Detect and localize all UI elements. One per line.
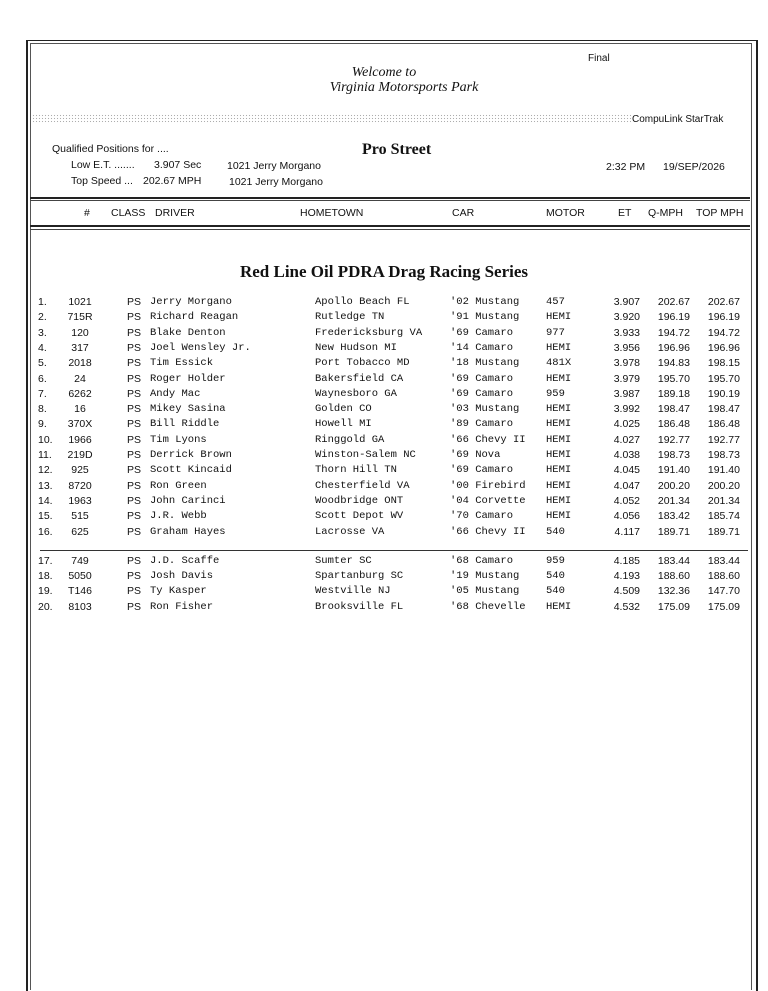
cell-car: '14 Camaro	[450, 341, 514, 354]
cell-et: 3.933	[613, 326, 640, 339]
cell-hometown: Golden CO	[315, 403, 372, 416]
cell-car: '18 Mustang	[450, 357, 520, 370]
cell-topmph: 175.09	[707, 600, 740, 613]
low-et-holder: 1021 Jerry Morgano	[227, 160, 321, 172]
cell-et: 4.532	[613, 600, 640, 613]
cell-motor: 959	[546, 387, 565, 400]
table-row	[0, 357, 768, 372]
cell-qmph: 200.20	[657, 479, 690, 492]
cell-topmph: 194.72	[707, 326, 740, 339]
cell-class: PS	[127, 510, 142, 523]
cell-hometown: Howell MI	[315, 418, 372, 431]
cell-hometown: Thorn Hill TN	[315, 464, 397, 477]
header-rule-bottom	[30, 225, 750, 227]
cell-hometown: Westville NJ	[315, 585, 391, 598]
low-et-label: Low E.T. .......	[71, 159, 135, 171]
cell-driver: Tim Essick	[150, 357, 214, 370]
cell-motor: HEMI	[546, 449, 572, 461]
cell-topmph: 186.48	[707, 418, 740, 431]
cell-class: PS	[127, 554, 142, 567]
cell-hometown: Rutledge TN	[315, 311, 385, 324]
cell-car: '69 Camaro	[450, 372, 514, 385]
table-row	[0, 495, 768, 510]
col-driver: DRIVER	[155, 207, 195, 219]
cell-topmph: 198.73	[707, 449, 740, 461]
cell-hometown: New Hudson MI	[315, 341, 397, 354]
cell-car-number: 317	[71, 341, 89, 354]
col-car: CAR	[452, 207, 475, 219]
col-topmph: TOP MPH	[696, 207, 744, 219]
cell-car-number: 2018	[68, 357, 92, 370]
cell-qmph: 183.42	[657, 510, 690, 523]
cell-motor: HEMI	[546, 510, 572, 523]
cell-class: PS	[127, 433, 142, 446]
cell-hometown: Woodbridge ONT	[315, 494, 404, 507]
cell-et: 4.027	[613, 433, 640, 446]
cell-car: '05 Mustang	[450, 585, 520, 598]
cell-driver: Ron Fisher	[150, 600, 214, 613]
cell-motor: HEMI	[546, 433, 572, 446]
cell-car-number: 8103	[68, 600, 92, 613]
cell-qmph: 201.34	[657, 494, 690, 507]
cell-car: '66 Chevy II	[450, 433, 526, 446]
cell-car: '19 Mustang	[450, 570, 520, 583]
cell-qmph: 196.19	[657, 311, 690, 324]
table-row	[0, 601, 768, 616]
cell-car: '66 Chevy II	[450, 525, 526, 538]
table-row	[0, 570, 768, 585]
cell-driver: J.R. Webb	[150, 510, 207, 523]
table-row	[0, 403, 768, 418]
cell-driver: Jerry Morgano	[150, 296, 232, 308]
cell-class: PS	[127, 570, 142, 583]
group-divider	[40, 550, 748, 551]
qualified-label: Qualified Positions for ....	[52, 143, 169, 155]
cell-position: 15.	[38, 510, 53, 523]
cell-position: 18.	[38, 570, 53, 583]
cell-car: '68 Chevelle	[450, 600, 526, 613]
welcome-line-2: Virginia Motorsports Park	[329, 80, 479, 95]
cell-topmph: 185.74	[707, 510, 740, 523]
cell-car-number: 219D	[67, 449, 93, 461]
cell-driver: Richard Reagan	[150, 311, 239, 324]
cell-class: PS	[127, 387, 142, 400]
cell-driver: Graham Hayes	[150, 525, 226, 538]
cell-qmph: 191.40	[657, 464, 690, 477]
cell-driver: Blake Denton	[150, 326, 226, 339]
cell-class: PS	[127, 418, 142, 431]
cell-car-number: 24	[74, 372, 86, 385]
class-title: Pro Street	[362, 141, 432, 158]
cell-et: 3.920	[613, 311, 640, 324]
table-row	[0, 296, 768, 311]
cell-hometown: Lacrosse VA	[315, 525, 385, 538]
cell-qmph: 186.48	[657, 418, 690, 431]
cell-et: 4.052	[613, 494, 640, 507]
cell-motor: 481X	[546, 357, 572, 370]
col-hometown: HOMETOWN	[300, 207, 364, 219]
cell-car-number: 120	[71, 326, 89, 339]
table-row	[0, 388, 768, 403]
top-speed-holder: 1021 Jerry Morgano	[229, 176, 323, 188]
cell-driver: Tim Lyons	[150, 433, 207, 446]
cell-driver: Bill Riddle	[150, 418, 220, 431]
cell-hometown: Brooksville FL	[315, 600, 404, 613]
col-et: ET	[618, 207, 632, 219]
dotted-band	[32, 114, 632, 123]
cell-car: '02 Mustang	[450, 296, 520, 308]
cell-car-number: 370X	[67, 418, 93, 431]
cell-class: PS	[127, 600, 142, 613]
cell-class: PS	[127, 403, 142, 416]
cell-car-number: 715R	[67, 311, 93, 324]
cell-qmph: 189.71	[657, 525, 690, 538]
table-row	[0, 510, 768, 525]
col-qmph: Q-MPH	[648, 207, 683, 219]
cell-et: 3.956	[613, 341, 640, 354]
cell-hometown: Winston-Salem NC	[315, 449, 416, 461]
cell-driver: J.D. Scaffe	[150, 554, 220, 567]
report-time: 2:32 PM	[606, 161, 646, 173]
cell-topmph: 201.34	[707, 494, 740, 507]
cell-topmph: 192.77	[707, 433, 740, 446]
cell-position: 3.	[38, 326, 47, 339]
cell-motor: HEMI	[546, 418, 572, 431]
cell-topmph: 198.47	[707, 403, 740, 416]
cell-position: 20.	[38, 600, 53, 613]
cell-class: PS	[127, 296, 142, 308]
cell-topmph: 202.67	[707, 296, 740, 308]
cell-position: 16.	[38, 525, 53, 538]
cell-et: 3.978	[613, 357, 640, 370]
cell-position: 8.	[38, 403, 47, 416]
cell-topmph: 200.20	[707, 479, 740, 492]
header-rule-top-2	[30, 200, 750, 201]
cell-qmph: 175.09	[657, 600, 690, 613]
cell-car: '69 Camaro	[450, 387, 514, 400]
cell-position: 19.	[38, 585, 53, 598]
cell-qmph: 192.77	[657, 433, 690, 446]
cell-qmph: 183.44	[657, 554, 690, 567]
cell-driver: Joel Wensley Jr.	[150, 341, 251, 354]
cell-hometown: Waynesboro GA	[315, 387, 397, 400]
cell-hometown: Bakersfield CA	[315, 372, 404, 385]
cell-class: PS	[127, 494, 142, 507]
cell-qmph: 198.73	[657, 449, 690, 461]
cell-motor: 540	[546, 525, 565, 538]
cell-car: '03 Mustang	[450, 403, 520, 416]
cell-topmph: 196.19	[707, 311, 740, 324]
table-row	[0, 526, 768, 541]
cell-class: PS	[127, 326, 142, 339]
cell-driver: Ty Kasper	[150, 585, 207, 598]
cell-car: '69 Nova	[450, 449, 501, 461]
cell-motor: HEMI	[546, 494, 572, 507]
cell-hometown: Fredericksburg VA	[315, 326, 423, 339]
cell-car: '91 Mustang	[450, 311, 520, 324]
report-date: 19/SEP/2026	[663, 161, 725, 173]
cell-topmph: 195.70	[707, 372, 740, 385]
col-num: #	[84, 207, 90, 219]
cell-class: PS	[127, 372, 142, 385]
cell-driver: John Carinci	[150, 494, 226, 507]
cell-position: 11.	[38, 449, 52, 461]
cell-et: 4.047	[613, 479, 640, 492]
col-class: CLASS	[111, 207, 146, 219]
cell-topmph: 188.60	[707, 570, 740, 583]
cell-driver: Mikey Sasina	[150, 403, 226, 416]
cell-car-number: 749	[71, 554, 89, 567]
cell-position: 9.	[38, 418, 47, 431]
cell-topmph: 196.96	[707, 341, 740, 354]
cell-car-number: 1963	[68, 494, 92, 507]
cell-et: 4.038	[613, 449, 640, 461]
cell-car-number: 8720	[68, 479, 92, 492]
table-row	[0, 449, 768, 464]
table-row	[0, 373, 768, 388]
cell-et: 4.117	[614, 525, 640, 538]
cell-hometown: Sumter SC	[315, 554, 372, 567]
welcome-line-1: Welcome to	[351, 65, 417, 80]
cell-car-number: 1021	[68, 296, 92, 308]
cell-class: PS	[127, 464, 142, 477]
series-title: Red Line Oil PDRA Drag Racing Series	[239, 262, 529, 281]
cell-car-number: 5050	[68, 570, 92, 583]
cell-class: PS	[127, 341, 142, 354]
table-row	[0, 434, 768, 449]
cell-car: '70 Camaro	[450, 510, 514, 523]
cell-motor: 457	[546, 296, 565, 308]
cell-driver: Roger Holder	[150, 372, 226, 385]
cell-qmph: 198.47	[657, 403, 690, 416]
cell-class: PS	[127, 479, 142, 492]
cell-car: '00 Firebird	[450, 479, 526, 492]
cell-et: 4.045	[613, 464, 640, 477]
cell-class: PS	[127, 357, 142, 370]
cell-qmph: 189.18	[657, 387, 690, 400]
cell-qmph: 202.67	[657, 296, 690, 308]
header-rule-top	[30, 197, 750, 199]
table-row	[0, 327, 768, 342]
header-rule-bottom-2	[30, 229, 750, 230]
top-speed-value: 202.67 MPH	[143, 175, 202, 187]
top-speed-label: Top Speed ...	[71, 175, 133, 187]
cell-qmph: 195.70	[657, 372, 690, 385]
cell-qmph: 194.83	[657, 357, 690, 370]
cell-driver: Scott Kincaid	[150, 464, 232, 477]
cell-position: 14.	[38, 494, 53, 507]
cell-motor: HEMI	[546, 600, 572, 613]
cell-hometown: Port Tobacco MD	[315, 357, 410, 370]
cell-motor: HEMI	[546, 341, 572, 354]
cell-topmph: 147.70	[707, 585, 740, 598]
cell-position: 17.	[38, 554, 53, 567]
cell-car: '04 Corvette	[450, 494, 526, 507]
cell-driver: Andy Mac	[150, 387, 201, 400]
cell-et: 3.979	[613, 372, 640, 385]
cell-topmph: 198.15	[707, 357, 740, 370]
cell-et: 4.185	[613, 554, 640, 567]
cell-position: 5.	[38, 357, 47, 370]
cell-qmph: 194.72	[657, 326, 690, 339]
cell-et: 3.992	[613, 403, 640, 416]
cell-hometown: Ringgold GA	[315, 433, 385, 446]
cell-position: 1.	[38, 296, 47, 308]
cell-position: 2.	[38, 311, 47, 324]
cell-et: 3.987	[613, 387, 640, 400]
cell-car-number: 16	[74, 403, 86, 416]
cell-position: 6.	[38, 372, 47, 385]
cell-motor: 977	[546, 326, 565, 339]
cell-topmph: 191.40	[707, 464, 740, 477]
cell-class: PS	[127, 585, 142, 598]
cell-et: 4.509	[613, 585, 640, 598]
low-et-value: 3.907 Sec	[154, 159, 202, 171]
cell-driver: Josh Davis	[150, 570, 214, 583]
cell-motor: HEMI	[546, 403, 572, 416]
cell-motor: HEMI	[546, 479, 572, 492]
cell-hometown: Apollo Beach FL	[315, 296, 410, 308]
cell-et: 4.025	[613, 418, 640, 431]
cell-class: PS	[127, 525, 142, 538]
cell-motor: HEMI	[546, 464, 572, 477]
cell-car-number: 6262	[68, 387, 92, 400]
table-row	[0, 585, 768, 600]
cell-position: 10.	[38, 433, 53, 446]
cell-position: 7.	[38, 387, 47, 400]
cell-motor: 540	[546, 570, 565, 583]
cell-topmph: 183.44	[707, 554, 740, 567]
cell-qmph: 132.36	[657, 585, 690, 598]
col-motor: MOTOR	[546, 207, 585, 219]
cell-driver: Derrick Brown	[150, 449, 232, 461]
cell-qmph: 196.96	[657, 341, 690, 354]
cell-motor: HEMI	[546, 311, 572, 324]
cell-car: '89 Camaro	[450, 418, 514, 431]
cell-car-number: 515	[71, 510, 89, 523]
cell-class: PS	[127, 449, 142, 461]
table-row	[0, 555, 768, 570]
cell-class: PS	[127, 311, 142, 324]
cell-hometown: Chesterfield VA	[315, 479, 410, 492]
status-label: Final	[588, 53, 610, 64]
cell-et: 4.193	[613, 570, 640, 583]
table-row	[0, 342, 768, 357]
cell-hometown: Spartanburg SC	[315, 570, 404, 583]
cell-position: 12.	[38, 464, 53, 477]
cell-hometown: Scott Depot WV	[315, 510, 404, 523]
cell-car: '68 Camaro	[450, 554, 514, 567]
table-row	[0, 480, 768, 495]
cell-car-number: T146	[68, 585, 92, 598]
cell-et: 3.907	[613, 296, 640, 308]
table-row	[0, 464, 768, 479]
cell-topmph: 189.71	[707, 525, 740, 538]
cell-car-number: 625	[71, 525, 89, 538]
cell-et: 4.056	[613, 510, 640, 523]
cell-motor: 540	[546, 585, 565, 598]
table-row	[0, 311, 768, 326]
cell-qmph: 188.60	[657, 570, 690, 583]
cell-car-number: 1966	[68, 433, 92, 446]
cell-motor: 959	[546, 554, 565, 567]
table-row	[0, 418, 768, 433]
cell-car: '69 Camaro	[450, 464, 514, 477]
cell-driver: Ron Green	[150, 479, 207, 492]
brand-label: CompuLink StarTrak	[632, 114, 724, 125]
cell-position: 13.	[38, 479, 53, 492]
cell-motor: HEMI	[546, 372, 572, 385]
cell-topmph: 190.19	[707, 387, 740, 400]
cell-car: '69 Camaro	[450, 326, 514, 339]
cell-car-number: 925	[71, 464, 89, 477]
cell-position: 4.	[38, 341, 47, 354]
